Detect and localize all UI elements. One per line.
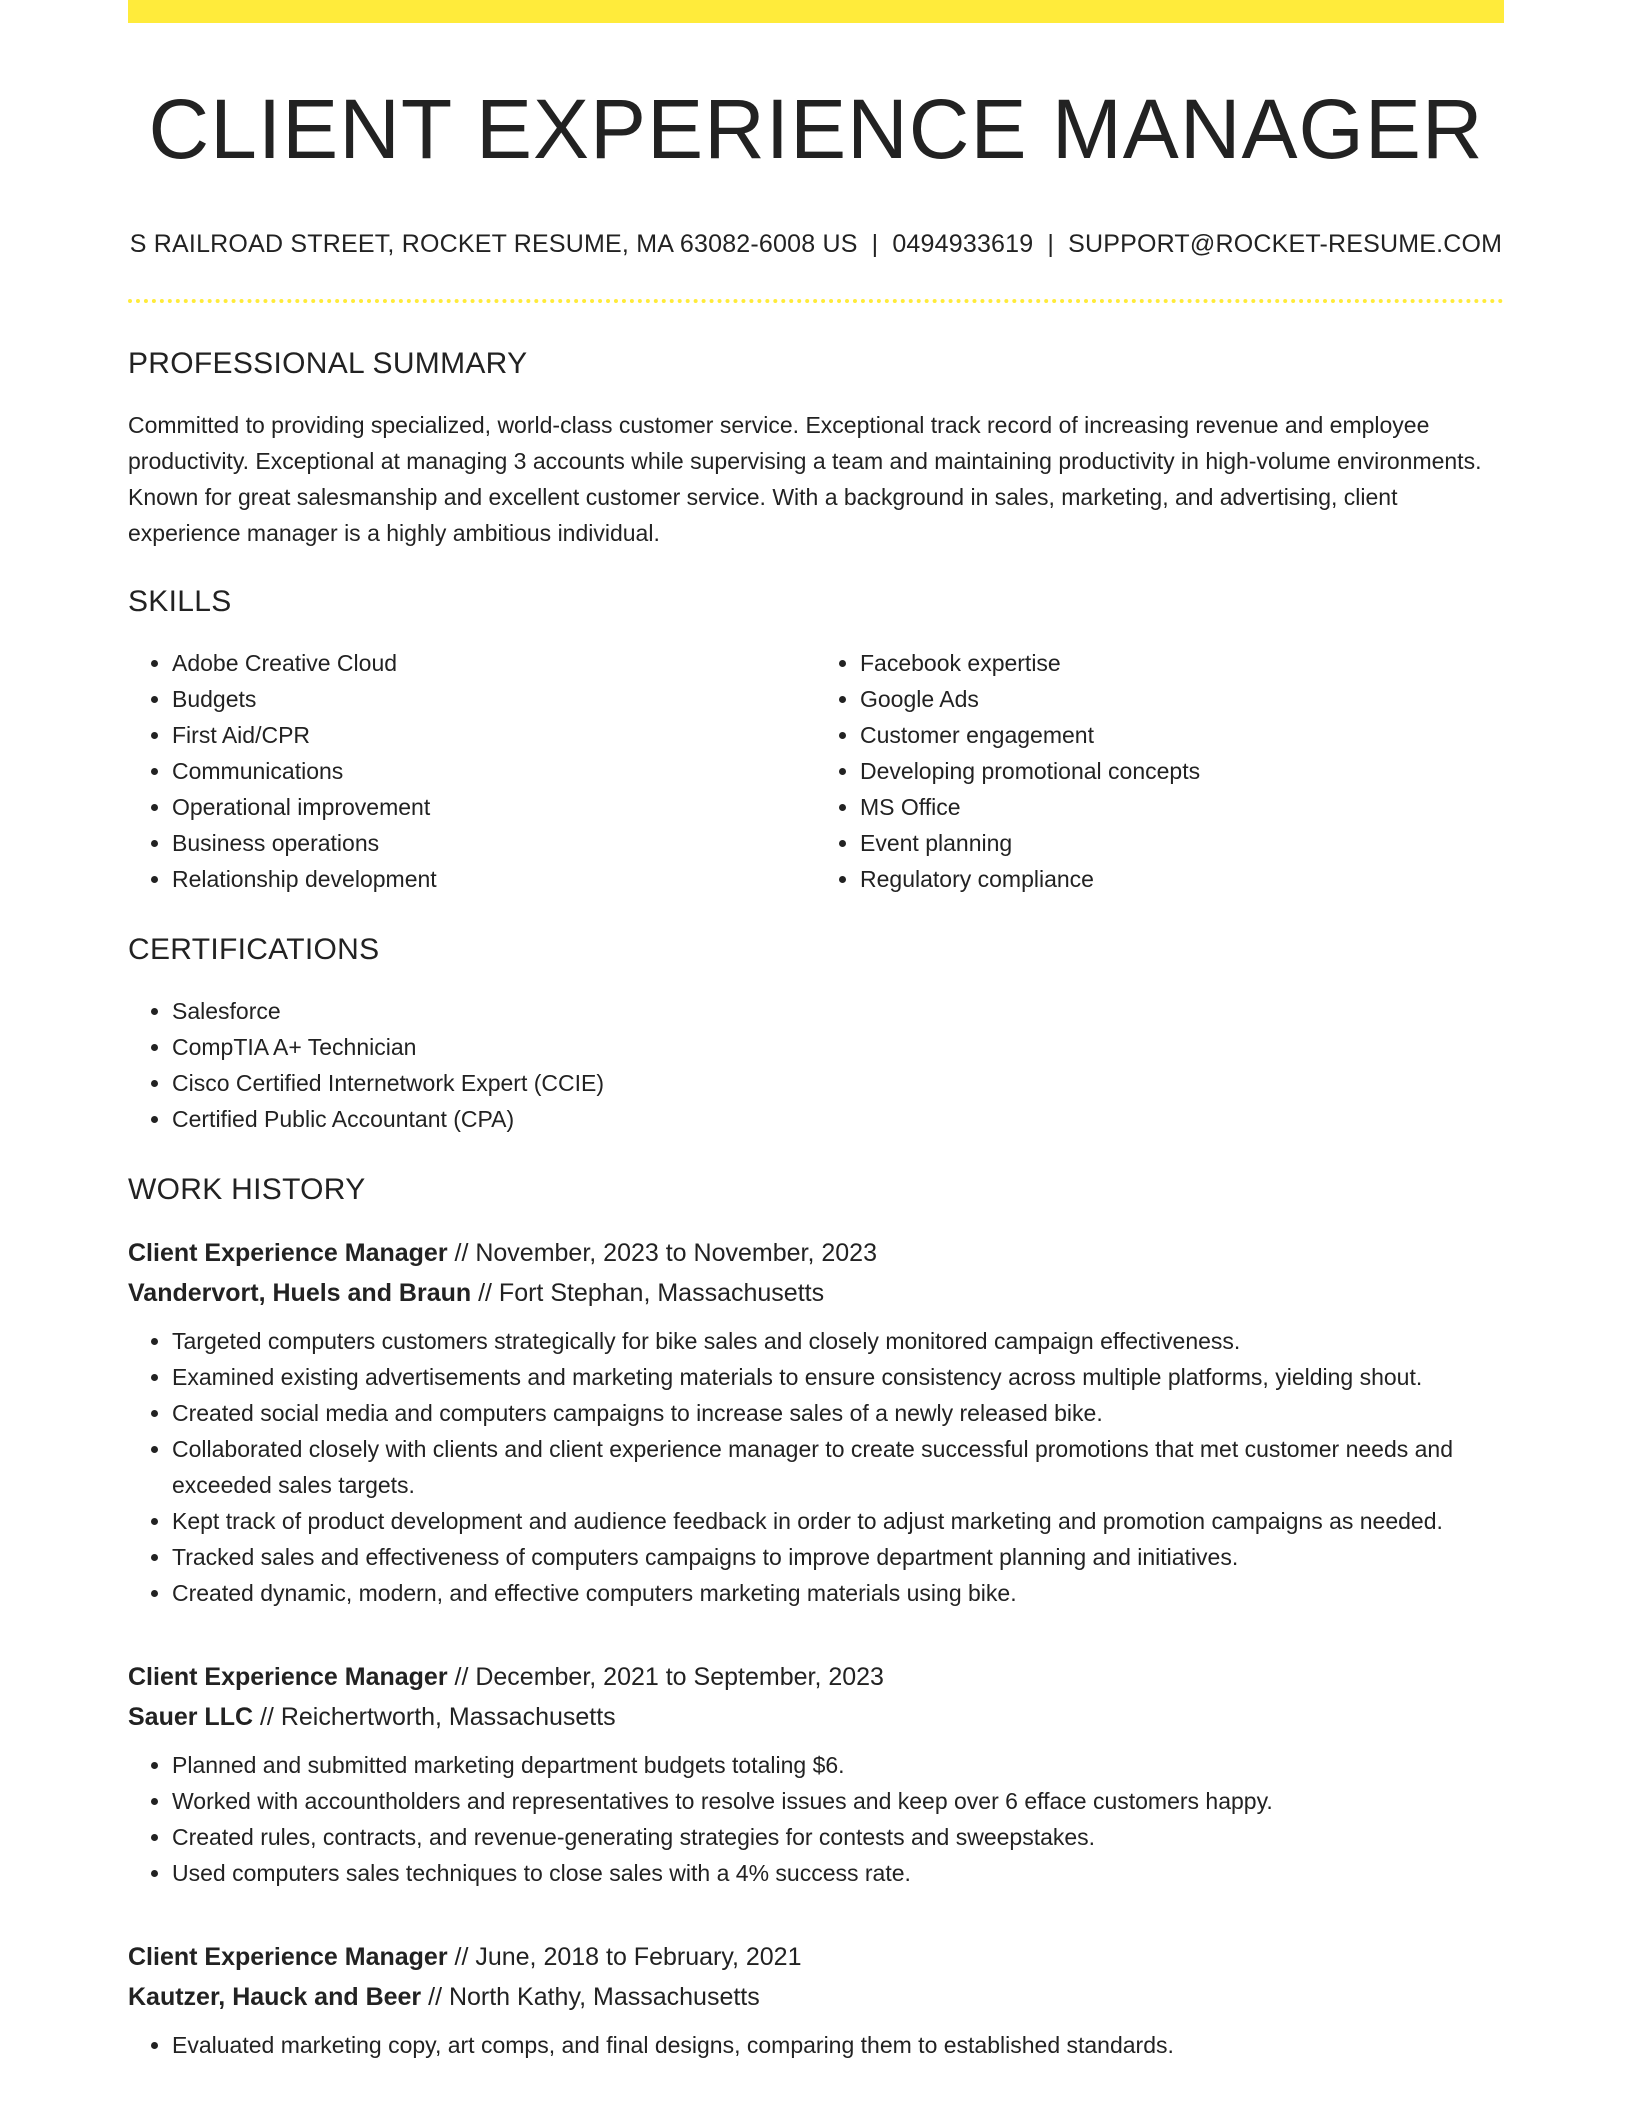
skill-item: • Communications: [172, 753, 816, 789]
skill-item: • Budgets: [172, 681, 816, 717]
resume-page: [128, 0, 1504, 2063]
skill-item: • Event planning: [860, 825, 1504, 861]
certification-item: • CompTIA A+ Technician: [172, 1029, 1504, 1065]
job-dates: // December, 2021 to September, 2023: [447, 1663, 884, 1692]
job-title: Client Experience Manager: [128, 1239, 448, 1268]
accent-top-bar: [128, 0, 1504, 23]
work-history-heading: WORK HISTORY: [128, 1173, 366, 1207]
skills-list-right: [816, 645, 1504, 897]
skills-list-left: [128, 645, 816, 897]
job-bullet: • Worked with accountholders and representatives to resolve issues and keep over 6 efface customers happy.: [172, 1783, 1504, 1819]
skills-grid: [128, 645, 1504, 897]
skill-item: • MS Office: [860, 789, 1504, 825]
contact-line: [128, 230, 1504, 259]
skill-item: • Operational improvement: [172, 789, 816, 825]
summary-text: Committed to providing specialized, world-class customer service. Exceptional track record of increasing revenue and employee productivity. Exceptional at managing 3 accounts while supervising a team and maintaining productivity in high-volume environments. Known for great salesmanship and excellent customer service. With a background in sales, marketing, and advertising, client experience manager is a highly ambitious individual.: [128, 412, 1482, 547]
skill-item: • First Aid/CPR: [172, 717, 816, 753]
skill-item: • Developing promotional concepts: [860, 753, 1504, 789]
job-bullet: • Planned and submitted marketing department budgets totaling $6.: [172, 1747, 1504, 1783]
job-bullets: [128, 1323, 1504, 1611]
job-entry: [128, 1657, 1504, 1891]
contact-separator: |: [871, 230, 879, 259]
job-dates: // November, 2023 to November, 2023: [447, 1239, 877, 1268]
job-bullet: • Targeted computers customers strategically for bike sales and closely monitored campaign effectiveness.: [172, 1323, 1504, 1359]
contact-email: SUPPORT@ROCKET-RESUME.COM: [1068, 230, 1503, 259]
job-company: Kautzer, Hauck and Beer: [128, 1983, 422, 2012]
certification-item: • Cisco Certified Internetwork Expert (CCIE): [172, 1065, 1504, 1101]
job-company: Sauer LLC: [128, 1703, 254, 1732]
job-bullet: • Created rules, contracts, and revenue-generating strategies for contests and sweepstakes.: [172, 1819, 1504, 1855]
job-dates: // June, 2018 to February, 2021: [447, 1943, 802, 1972]
job-company-line: [128, 1273, 1504, 1313]
skill-item: • Customer engagement: [860, 717, 1504, 753]
skills-heading: SKILLS: [128, 585, 232, 619]
skill-item: • Regulatory compliance: [860, 861, 1504, 897]
job-title-line: [128, 1657, 1504, 1697]
skills-column-left: [128, 645, 816, 897]
skill-item: • Facebook expertise: [860, 645, 1504, 681]
job-bullets: [128, 2027, 1504, 2063]
job-title: Client Experience Manager: [128, 1943, 448, 1972]
job-bullets: [128, 1747, 1504, 1891]
job-bullet: • Examined existing advertisements and marketing materials to ensure consistency across multiple platforms, yielding shout.: [172, 1359, 1504, 1395]
job-entry: [128, 1233, 1504, 1611]
job-company: Vandervort, Huels and Braun: [128, 1279, 472, 1308]
job-bullet: • Tracked sales and effectiveness of computers campaigns to improve department planning and initiatives.: [172, 1539, 1504, 1575]
certification-item: • Certified Public Accountant (CPA): [172, 1101, 1504, 1137]
contact-phone: 0494933619: [892, 230, 1034, 259]
job-company-line: [128, 1697, 1504, 1737]
job-bullet: • Created dynamic, modern, and effective computers marketing materials using bike.: [172, 1575, 1504, 1611]
job-bullet: • Kept track of product development and audience feedback in order to adjust marketing and promotion campaigns as needed.: [172, 1503, 1504, 1539]
dotted-divider: [128, 299, 1504, 303]
job-bullet: • Collaborated closely with clients and client experience manager to create successful promotions that met customer needs and exceeded sales targets.: [172, 1431, 1504, 1503]
contact-separator: |: [1047, 230, 1055, 259]
job-location: // Fort Stephan, Massachusetts: [471, 1279, 825, 1308]
job-bullet: • Used computers sales techniques to close sales with a 4% success rate.: [172, 1855, 1504, 1891]
skill-item: • Business operations: [172, 825, 816, 861]
certifications-heading: CERTIFICATIONS: [128, 933, 380, 967]
contact-address: S RAILROAD STREET, ROCKET RESUME, MA 63082-6008 US: [129, 230, 858, 259]
skill-item: • Adobe Creative Cloud: [172, 645, 816, 681]
job-title-line: [128, 1937, 1504, 1977]
summary-heading: PROFESSIONAL SUMMARY: [128, 347, 528, 381]
job-title-line: [128, 1233, 1504, 1273]
job-location: // Reichertworth, Massachusetts: [253, 1703, 616, 1732]
job-bullet: • Evaluated marketing copy, art comps, and final designs, comparing them to established standards.: [172, 2027, 1504, 2063]
certification-item: • Salesforce: [172, 993, 1504, 1029]
skills-column-right: [816, 645, 1504, 897]
job-company-line: [128, 1977, 1504, 2017]
certifications-list: [128, 993, 1504, 1137]
job-bullet: • Created social media and computers campaigns to increase sales of a newly released bike.: [172, 1395, 1504, 1431]
job-title: Client Experience Manager: [128, 1663, 448, 1692]
job-entry: [128, 1937, 1504, 2063]
skill-item: • Relationship development: [172, 861, 816, 897]
job-location: // North Kathy, Massachusetts: [421, 1983, 760, 2012]
resume-title: CLIENT EXPERIENCE MANAGER: [148, 82, 1484, 176]
skill-item: • Google Ads: [860, 681, 1504, 717]
